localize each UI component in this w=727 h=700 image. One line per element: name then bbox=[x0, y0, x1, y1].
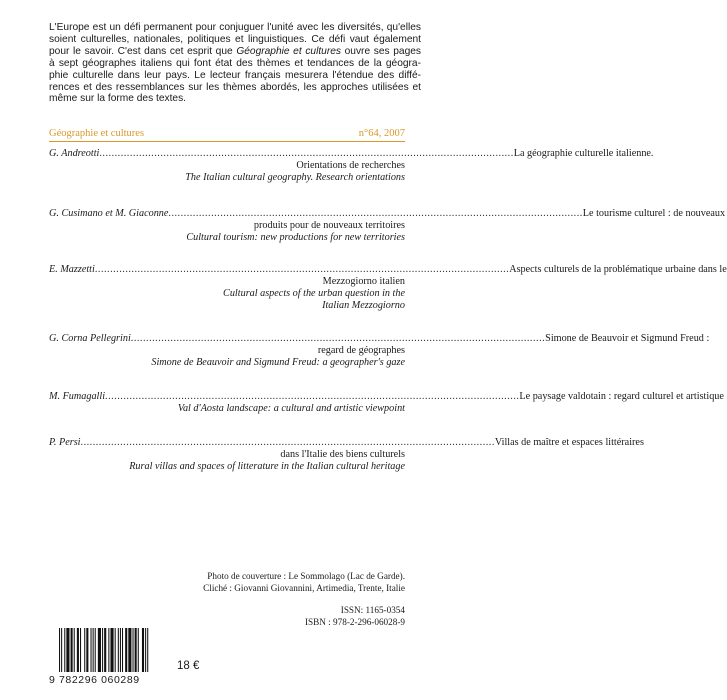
toc-title: Simone de Beauvoir et Sigmund Freud : bbox=[545, 333, 710, 344]
toc-author: E. Mazzetti bbox=[49, 264, 95, 275]
toc-title: Villas de maître et espaces littéraires bbox=[494, 437, 644, 448]
toc-title-continued: produits pour de nouveaux territoires bbox=[253, 220, 405, 231]
toc-entry bbox=[49, 391, 724, 415]
toc-title: Le paysage valdotain : regard culturel et artistique bbox=[519, 391, 724, 402]
journal-issue: n°64, 2007 bbox=[358, 128, 405, 139]
issn-number: ISSN: 1165-0354 bbox=[340, 605, 405, 615]
journal-header bbox=[49, 128, 405, 142]
toc-english-title: Cultural tourism: new productions for new territories bbox=[186, 232, 405, 243]
barcode-bar bbox=[66, 628, 69, 672]
toc-author: M. Fumagalli bbox=[49, 391, 106, 402]
barcode-bar bbox=[80, 628, 81, 672]
journal-name-inline: Géographie et cultures bbox=[236, 45, 341, 57]
barcode-bar bbox=[147, 628, 148, 672]
toc-english-title: Cultural aspects of the urban question in the bbox=[223, 288, 405, 299]
toc-leader-dots: ........................................................................................................................................ bbox=[80, 437, 495, 448]
cliche-credit: Cliché : Giovanni Giovannini, Artimedia, Trente, Italie bbox=[203, 583, 405, 593]
toc-english-title: Simone de Beauvoir and Sigmund Freud: a geographer's gaze bbox=[151, 357, 405, 368]
toc-english-title: Rural villas and spaces of litterature in the Italian cultural heritage bbox=[129, 461, 405, 472]
barcode-bar bbox=[145, 628, 146, 672]
cover-credits bbox=[203, 570, 405, 594]
barcode-bar bbox=[91, 628, 92, 672]
intro-line: soient culturelles, nationales, politiques et linguistiques. Ce défi vaut également bbox=[49, 33, 421, 45]
barcode-bar bbox=[118, 628, 119, 672]
toc-title: La géographie culturelle italienne. bbox=[513, 148, 654, 159]
barcode-bar bbox=[95, 628, 96, 672]
barcode-bar bbox=[104, 628, 106, 672]
barcode-bar bbox=[77, 628, 79, 672]
intro-line bbox=[49, 46, 421, 58]
toc-leader-dots: ........................................................................................................................................ bbox=[94, 264, 510, 275]
toc-entry bbox=[49, 333, 710, 369]
intro-line: à sept géographes italiens qui font état des thèmes et tendances de la géogra- bbox=[49, 57, 421, 69]
barcode-bar bbox=[125, 628, 127, 672]
toc-title-continued: dans l'Italie des biens culturels bbox=[280, 449, 405, 460]
barcode-bar bbox=[74, 628, 75, 672]
toc-author: G. Corna Pellegrini bbox=[49, 333, 131, 344]
toc-leader-dots: ........................................................................................................................................ bbox=[168, 208, 583, 219]
toc-leader-dots: ........................................................................................................................................ bbox=[99, 148, 514, 159]
toc-english-title: Italian Mezzogiorno bbox=[322, 300, 405, 311]
barcode-bar bbox=[84, 628, 85, 672]
toc-entry bbox=[49, 208, 726, 244]
isbn-number: ISBN : 978-2-296-06028-9 bbox=[304, 617, 405, 627]
barcode-bar bbox=[115, 628, 116, 672]
toc-entry bbox=[49, 148, 654, 184]
toc-leader-dots: ........................................................................................................................................ bbox=[105, 391, 520, 402]
intro-text: ouvre ses pages bbox=[341, 45, 421, 57]
barcode-bar bbox=[102, 628, 103, 672]
barcode-bar bbox=[142, 628, 144, 672]
barcode-bar bbox=[133, 628, 134, 672]
price: 18 € bbox=[177, 660, 200, 672]
barcode-bar bbox=[93, 628, 94, 672]
toc-title-continued: Orientations de recherches bbox=[296, 160, 405, 171]
barcode-bar bbox=[128, 628, 131, 672]
toc-title-continued: regard de géographes bbox=[317, 345, 405, 356]
barcode-bar bbox=[108, 628, 109, 672]
intro-line: phie culturelle dans leur pays. Le lecteur français mesurera l'étendue des diffé- bbox=[49, 69, 421, 81]
publication-ids bbox=[305, 604, 405, 628]
barcode-bar bbox=[71, 628, 73, 672]
barcode-bar bbox=[120, 628, 121, 672]
barcode-bar bbox=[122, 628, 123, 672]
toc-title-continued: Mezzogiorno italien bbox=[322, 276, 405, 287]
intro-line: même sur la forme des textes. bbox=[49, 93, 187, 105]
toc-english-title: Val d'Aosta landscape: a cultural and artistic viewpoint bbox=[177, 403, 405, 414]
toc-author: G. Andreotti bbox=[49, 148, 100, 159]
barcode-bar bbox=[59, 628, 60, 672]
barcode-bar bbox=[64, 628, 65, 672]
toc-entry bbox=[49, 437, 644, 473]
barcode-bar bbox=[98, 628, 101, 672]
photo-credit: Photo de couverture : Le Sommolago (Lac de Garde). bbox=[207, 571, 405, 581]
toc-author: P. Persi bbox=[49, 437, 81, 448]
intro-line: rences et des ressemblances sur les thèmes abordés, les approches utilisées et bbox=[49, 81, 421, 93]
barcode bbox=[49, 628, 153, 686]
toc-leader-dots: ........................................................................................................................................ bbox=[130, 333, 546, 344]
intro-line: L'Europe est un défi permanent pour conjuguer l'unité avec les diversités, qu'elles bbox=[49, 22, 421, 33]
barcode-bar bbox=[135, 628, 137, 672]
journal-name: Géographie et cultures bbox=[49, 128, 145, 139]
intro-text: pour le savoir. C'est dans cet esprit que bbox=[49, 45, 237, 57]
toc-author: G. Cusimano et M. Giaconne bbox=[49, 208, 169, 219]
barcode-bar bbox=[138, 628, 139, 672]
barcode-digits: 9 782296 060289 bbox=[49, 674, 140, 686]
barcode-bar bbox=[86, 628, 88, 672]
intro-paragraph bbox=[49, 22, 421, 105]
toc-title: Le tourisme culturel : de nouveaux bbox=[582, 208, 726, 219]
toc-title: Aspects culturels de la problématique urbaine dans le bbox=[509, 264, 727, 275]
barcode-bar bbox=[110, 628, 113, 672]
toc-english-title: The Italian cultural geography. Research orientations bbox=[185, 172, 405, 183]
barcode-bar bbox=[61, 628, 62, 672]
barcode-bars bbox=[59, 628, 151, 674]
toc-entry bbox=[49, 264, 727, 312]
